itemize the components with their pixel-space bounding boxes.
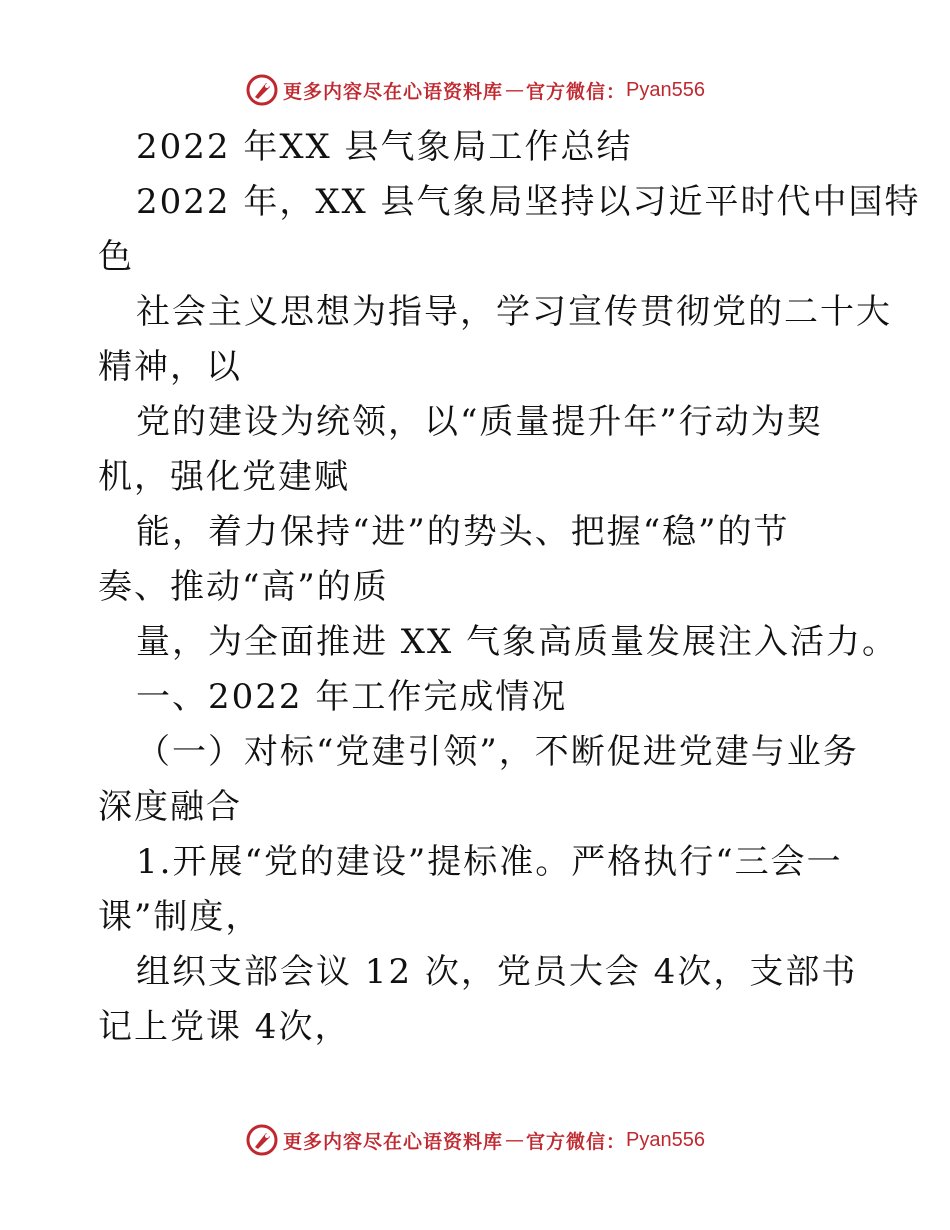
section-heading: 一、2022 年工作完成情况 <box>136 677 568 717</box>
paragraph-line: 社会主义思想为指导，学习宣传贯彻党的二十大 <box>136 292 892 332</box>
paragraph-line: 组织支部会议 12 次，党员大会 4次，支部书 <box>136 952 858 992</box>
banner-wechat-label: 官方微信： <box>526 80 627 103</box>
paragraph-line: 精神，以 <box>98 347 242 387</box>
paragraph-line: 量，为全面推进 XX 气象高质量发展注入活力。 <box>136 622 899 662</box>
banner-dash: — <box>505 1129 525 1151</box>
banner-wechat-id: Pyan556 <box>626 1128 705 1151</box>
paragraph-line: 2022 年，XX 县气象局坚持以习近平时代中国特 <box>136 182 921 222</box>
banner-main-text: 更多内容尽在心语资料库 <box>283 1130 504 1153</box>
document-title: 2022 年XX 县气象局工作总结 <box>136 127 633 167</box>
paragraph-line: 色 <box>98 237 134 277</box>
banner-wechat-id: Pyan556 <box>626 78 705 101</box>
document-body <box>98 120 921 1055</box>
banner-dash: — <box>505 79 525 101</box>
paragraph-line: 能，着力保持“进”的势头、把握“稳”的节 <box>136 512 790 552</box>
banner-wechat-label: 官方微信： <box>526 1130 627 1153</box>
subsection-heading: （一）对标“党建引领”，不断促进党建与业务 <box>136 732 859 772</box>
pen-nib-logo-icon <box>245 1123 279 1157</box>
footer-banner <box>0 1120 950 1160</box>
paragraph-line: 党的建设为统领，以“质量提升年”行动为契 <box>136 402 823 442</box>
header-banner <box>0 70 950 110</box>
banner-main-text: 更多内容尽在心语资料库 <box>283 80 504 103</box>
paragraph-line: 机，强化党建赋 <box>98 457 350 497</box>
paragraph-line: 1.开展“党的建设”提标准。严格执行“三会一 <box>136 842 843 882</box>
paragraph-line: 课”制度， <box>98 897 262 937</box>
paragraph-line: 奏、推动“高”的质 <box>98 567 389 607</box>
paragraph-line: 记上党课 4次， <box>98 1007 351 1047</box>
pen-nib-logo-icon <box>245 73 279 107</box>
subsection-heading-continued: 深度融合 <box>98 787 242 827</box>
